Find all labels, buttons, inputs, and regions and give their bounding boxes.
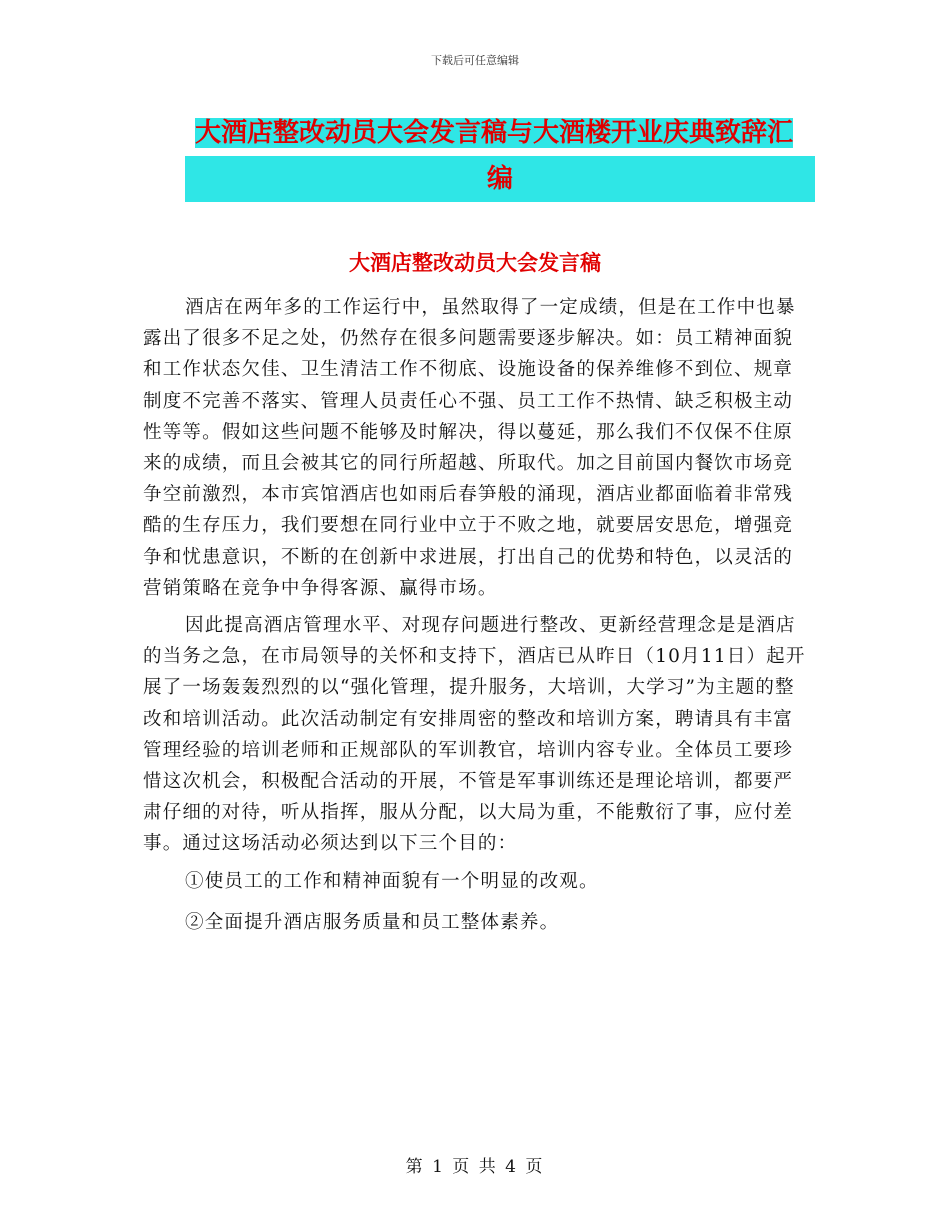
document-title bbox=[195, 110, 815, 202]
paragraph-2: 因此提高酒店管理水平、对现存问题进行整改、更新经营理念是是酒店的当务之急，在市局领导的关怀和支持下，酒店已从昨日（10月11日）起开展了一场轰轰烈烈的以“强化管理，提升服务，大培训，大学习”为主题的整改和培训活动。此次活动制定有安排周密的整改和培训方案，聘请具有丰富管理经验的培训老师和正规部队的军训教官，培训内容专业。全体员工要珍惜这次机会，积极配合活动的开展，不管是军事训练还是理论培训，都要严肃仔细的对待，听从指挥，服从分配，以大局为重，不能敷衍了事，应付差事。通过这场活动必须达到以下三个目的： bbox=[143, 615, 806, 855]
section-title: 大酒店整改动员大会发言稿 bbox=[349, 250, 601, 275]
list-item-1: ①使员工的工作和精神面貌有一个明显的改观。 bbox=[185, 870, 599, 892]
paragraph-1: 酒店在两年多的工作运行中，虽然取得了一定成绩，但是在工作中也暴露出了很多不足之处，仍然存在很多问题需要逐步解决。如：员工精神面貌和工作状态欠佳、卫生清洁工作不彻底、设施设备的保养维修不到位、规章制度不完善不落实、管理人员责任心不强、员工工作不热情、缺乏积极主动性等等。假如这些问题不能够及时解决，得以蔓延，那么我们不仅保不住原来的成绩，而且会被其它的同行所超越、所取代。加之目前国内餐饮市场竞争空前激烈，本市宾馆酒店也如雨后春笋般的涌现，酒店业都面临着非常残酷的生存压力，我们要想在同行业中立于不败之地，就要居安思危，增强竞争和忧患意识，不断的在创新中求进展，打出自己的优势和特色，以灵活的营销策略在竞争中争得客源、赢得市场。 bbox=[143, 297, 796, 599]
header-note: 下载后可任意编辑 bbox=[431, 54, 519, 67]
document-title-line2-wrap bbox=[185, 156, 815, 202]
document-title-line1: 大酒店整改动员大会发言稿与大酒楼开业庆典致辞汇 bbox=[195, 118, 794, 148]
list-item-2: ②全面提升酒店服务质量和员工整体素养。 bbox=[185, 911, 560, 933]
page-footer: 第 1 页 共 4 页 bbox=[405, 1157, 545, 1177]
document-title-line2: 编 bbox=[486, 164, 513, 194]
body-text bbox=[143, 292, 807, 948]
